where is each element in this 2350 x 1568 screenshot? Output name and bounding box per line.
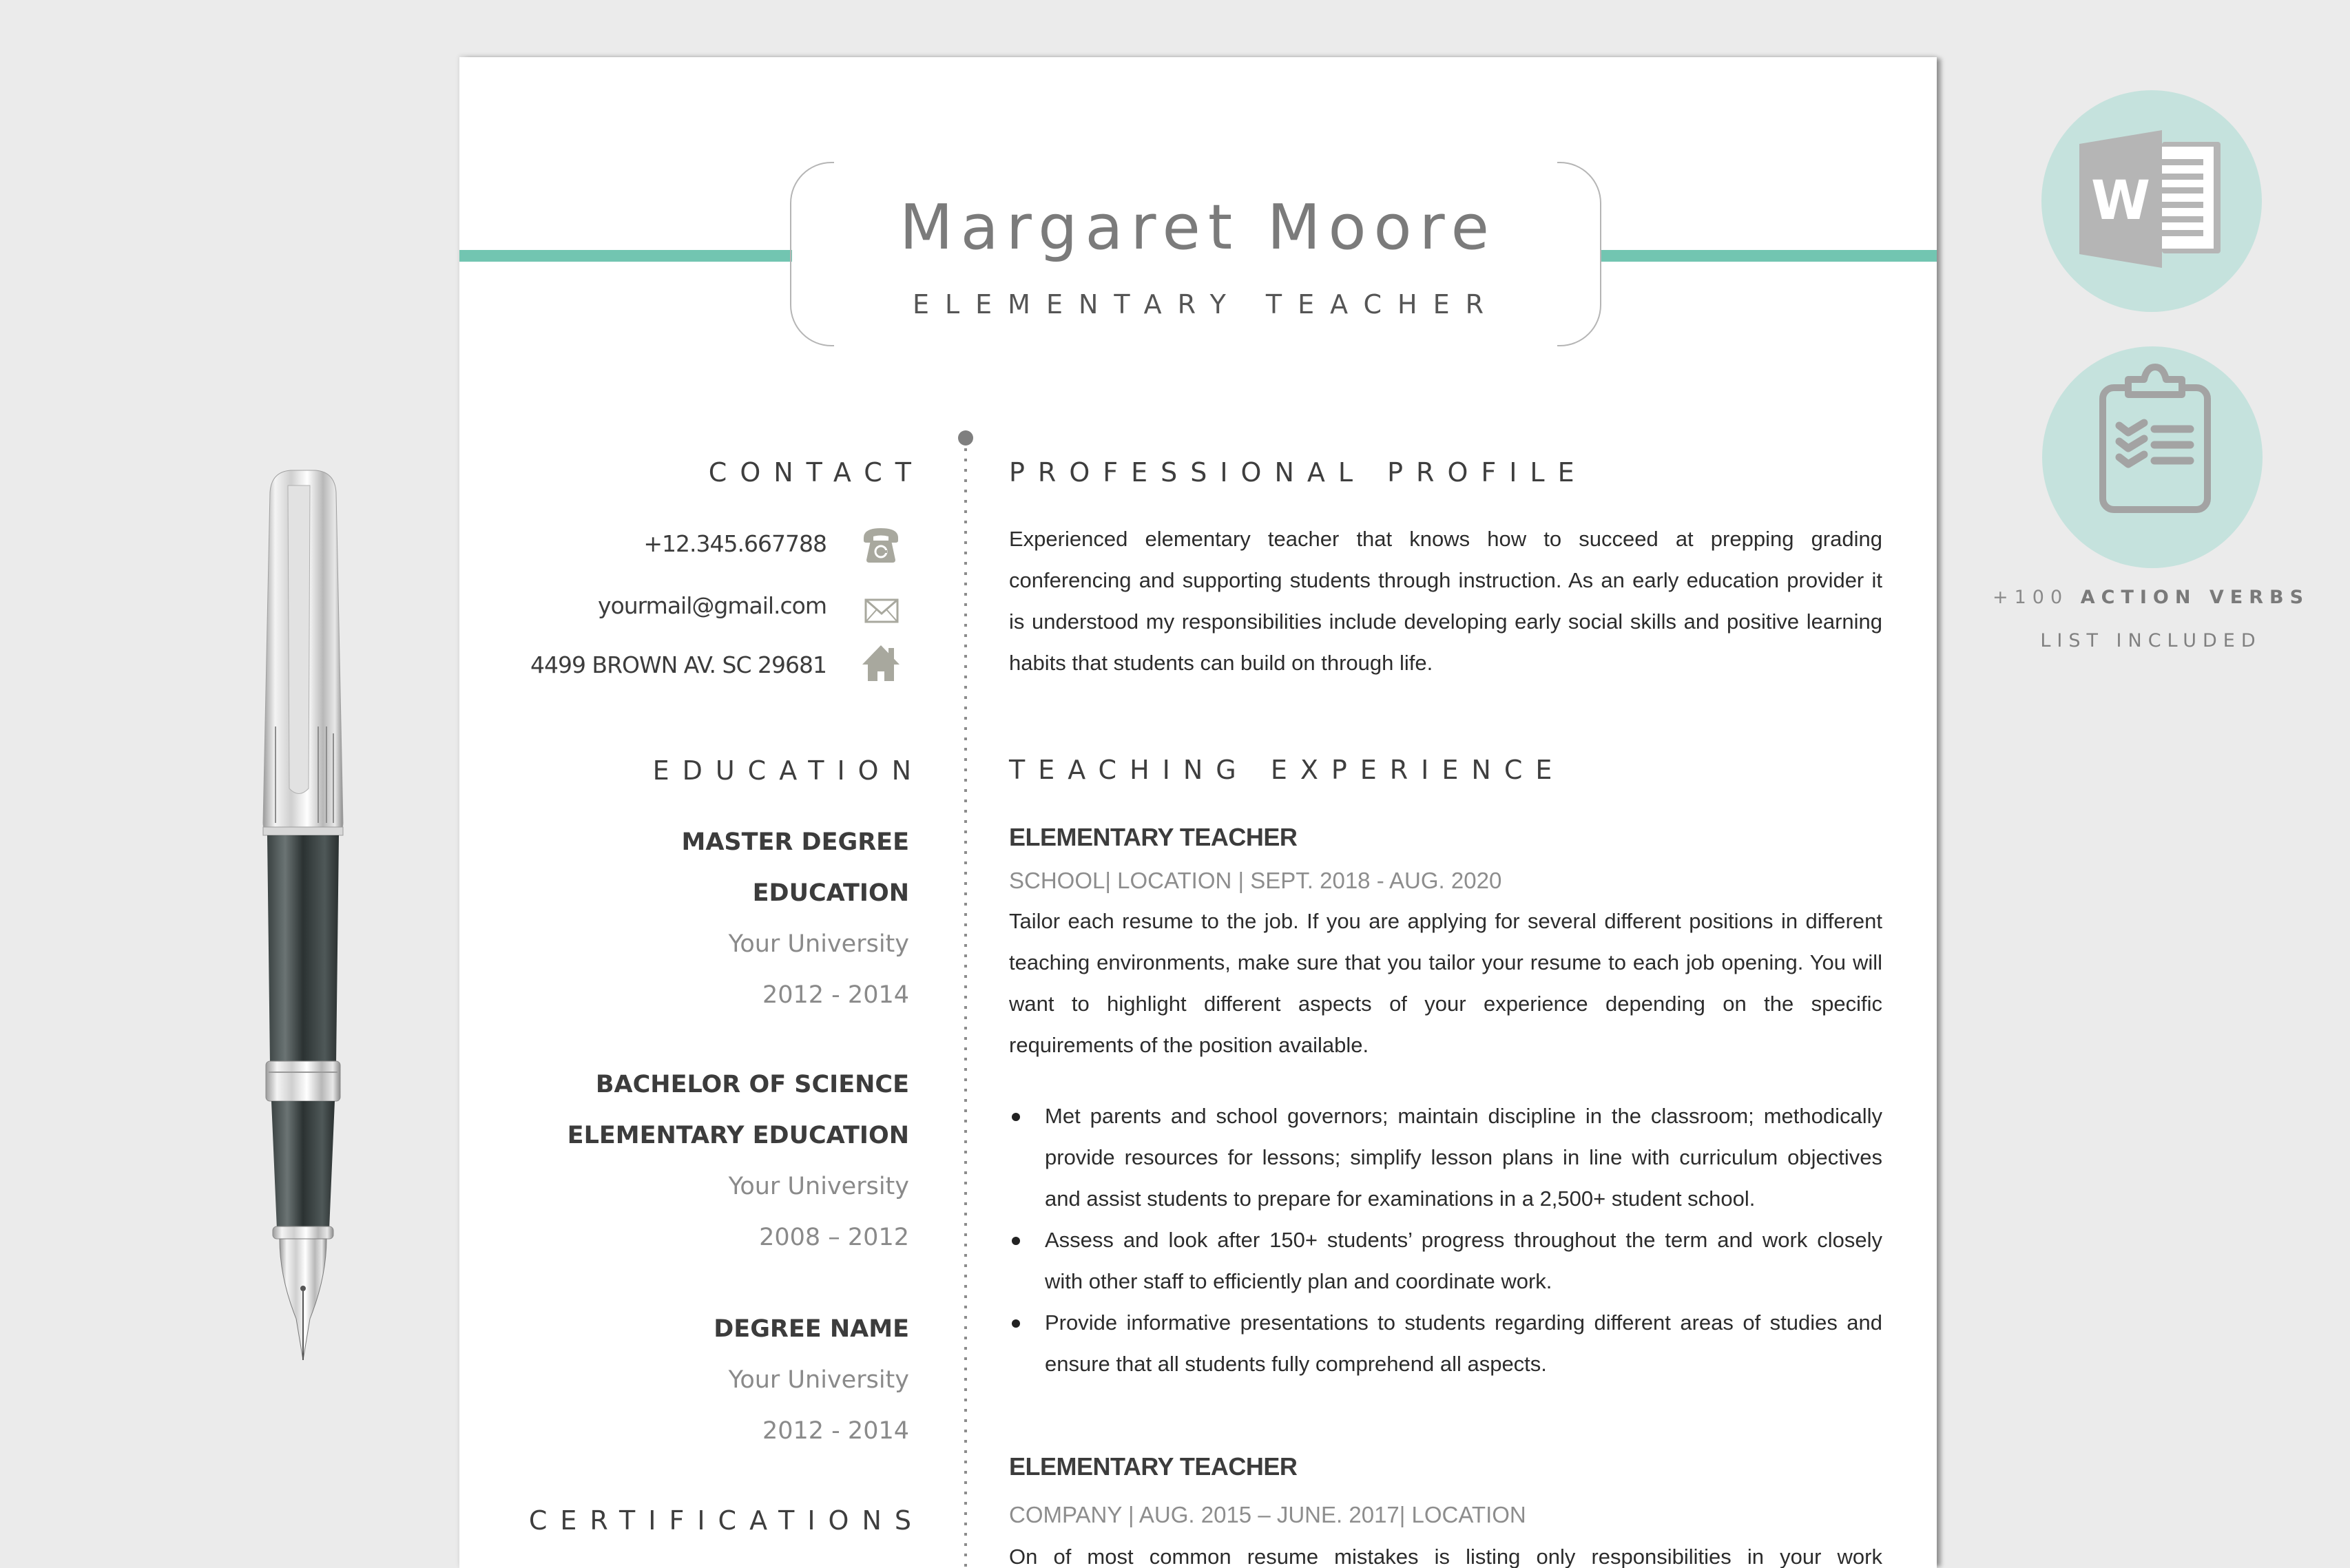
education-degree-field: ELEMENTARY EDUCATION: [567, 1122, 909, 1149]
job-title: ELEMENTARY TEACHER: [1009, 1452, 1298, 1481]
job-meta: COMPANY | AUG. 2015 – JUNE. 2017| LOCATION: [1009, 1502, 1526, 1527]
promo-action-verbs-label: ACTION VERBS: [2080, 587, 2310, 608]
education-degree-field: EDUCATION: [752, 879, 909, 907]
profile-text: Experienced elementary teacher that knows how to succeed at prepping grading conferencing and supporting students through instruction. As an early education provider it is understood my responsibilities include developing early social skills and positive learning habits that students can build on through life.: [1009, 527, 1882, 675]
education-school: Your University: [728, 1366, 909, 1394]
education-heading: EDUCATION: [652, 755, 924, 786]
job-meta: SCHOOL| LOCATION | SEPT. 2018 - AUG. 2020: [1009, 868, 1502, 893]
contact-heading: CONTACT: [708, 457, 924, 488]
education-years: 2012 - 2014: [762, 981, 909, 1009]
contact-phone[interactable]: +12.345.667788: [643, 530, 826, 557]
contact-address: 4499 BROWN AV. SC 29681: [530, 651, 826, 678]
profile-heading: PROFESSIONAL PROFILE: [1009, 457, 1588, 488]
job-bullet-text: Assess and look after 150+ students’ progress throughout the term and work closely with other staff to efficiently plan and coordinate work.: [1045, 1228, 1882, 1293]
education-degree: BACHELOR OF SCIENCE: [595, 1071, 909, 1098]
word-badge: [2041, 90, 2262, 312]
job-bullet-list: [1009, 1096, 1882, 1385]
envelope-icon: [861, 596, 901, 634]
education-degree: MASTER DEGREE: [681, 828, 909, 856]
checklist-badge: [2042, 346, 2263, 568]
resume-page: [459, 57, 1937, 1568]
bullet-dot: [1012, 1319, 1020, 1328]
house-icon: [861, 644, 901, 682]
resume-name: Margaret Moore: [900, 191, 1497, 264]
job-bullet: [1009, 1302, 1882, 1385]
resume-job-title: ELEMENTARY TEACHER: [912, 289, 1499, 320]
bullet-dot: [1012, 1113, 1020, 1121]
job-description: Tailor each resume to the job. If you are applying for several different positions in different teaching environments, make sure that you tailor your resume to each job opening. You will want to highlight different aspects of your experience depending on the specific requirements of the position available.: [1009, 909, 1882, 1057]
word-document-icon: [2041, 90, 2262, 312]
education-school: Your University: [728, 930, 909, 958]
job-bullet: [1009, 1096, 1882, 1220]
bullet-dot: [1012, 1237, 1020, 1245]
job-bullet-text: Provide informative presentations to students regarding different areas of studies and ensure that all students fully comprehend all aspects.: [1045, 1310, 1882, 1376]
word-icon-letter: W: [2090, 170, 2151, 232]
education-years: 2008 – 2012: [759, 1224, 909, 1251]
job-bullet: [1009, 1220, 1882, 1302]
job-bullet-text: Met parents and school governors; maintain discipline in the classroom; methodically provide resources for lessons; simplify lesson plans in line with curriculum objectives and assist students to prepare for examinations in a 2,500+ student school.: [1045, 1104, 1882, 1211]
column-divider-dot: [958, 430, 973, 446]
promo-action-verbs: [1984, 584, 2318, 611]
education-school: Your University: [728, 1173, 909, 1200]
education-years: 2012 - 2014: [762, 1417, 909, 1445]
job-title: ELEMENTARY TEACHER: [1009, 823, 1298, 851]
certifications-heading: CERTIFICATIONS: [528, 1505, 924, 1536]
fountain-pen-illustration: [255, 465, 351, 1374]
phone-icon: [861, 525, 901, 564]
contact-email[interactable]: yourmail@gmail.com: [598, 592, 826, 619]
promo-count: +100: [1992, 587, 2069, 608]
column-divider-line: [964, 448, 967, 1568]
clipboard-checklist-icon: [2042, 346, 2263, 568]
job-description: On of most common resume mistakes is listing only responsibilities in your work: [1009, 1545, 1882, 1568]
education-degree: DEGREE NAME: [714, 1315, 909, 1343]
promo-list-included: LIST INCLUDED: [2040, 630, 2262, 651]
experience-heading: TEACHING EXPERIENCE: [1009, 755, 1566, 785]
